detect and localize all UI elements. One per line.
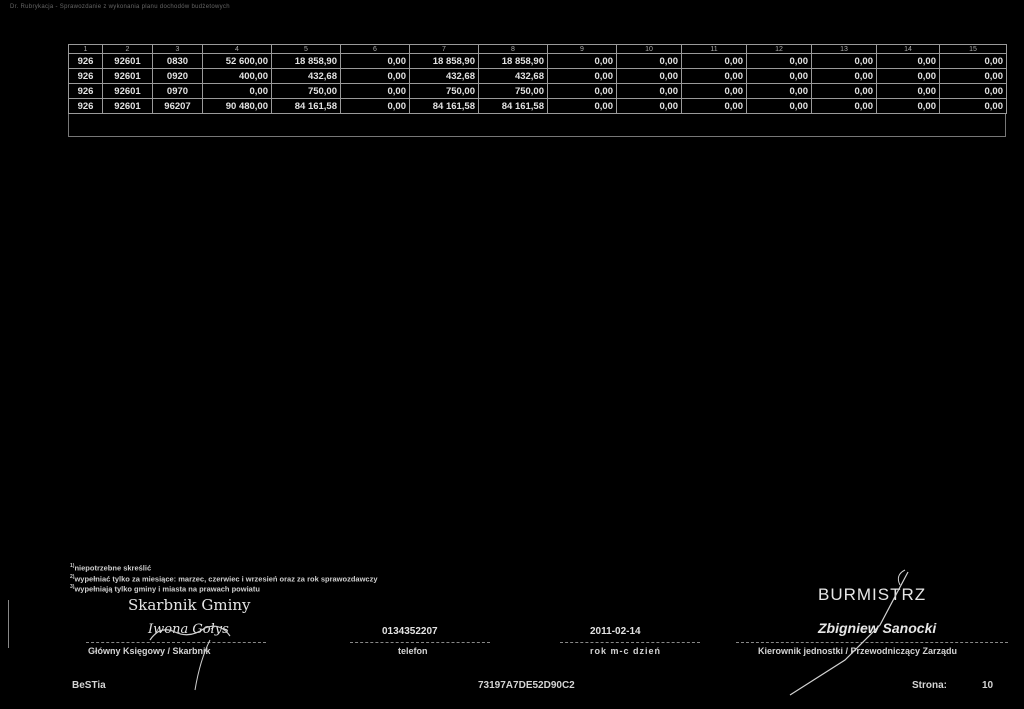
cell-value: 0,00 [682,84,747,99]
cell-value: 0,00 [940,99,1007,114]
cell-value: 0,00 [682,69,747,84]
col-num: 14 [877,45,940,54]
cell-value: 0,00 [682,99,747,114]
footnote-mark: 1) [70,563,75,569]
cell-dzial: 926 [69,99,103,114]
cell-value: 18 858,90 [272,54,341,69]
col-num: 4 [203,45,272,54]
cell-rozdzial: 92601 [103,99,153,114]
cell-value: 0,00 [682,54,747,69]
cell-value: 0,00 [548,54,617,69]
col-num: 5 [272,45,341,54]
cell-value: 0,00 [940,54,1007,69]
cell-value: 0,00 [341,69,410,84]
col-num: 6 [341,45,410,54]
cell-value: 0,00 [341,54,410,69]
cell-value: 432,68 [479,69,548,84]
footnote-mark: 3) [70,584,75,590]
cell-value: 0,00 [940,84,1007,99]
signature-stroke-skarbnik-tail [195,640,210,690]
cell-value: 400,00 [203,69,272,84]
signature-stroke-skarbnik [150,626,230,640]
cell-value: 52 600,00 [203,54,272,69]
cell-value: 750,00 [410,84,479,99]
cell-value: 0,00 [548,69,617,84]
cell-value: 0,00 [747,99,812,114]
skarbnik-stamp-name: Iwona Gołys [148,622,229,637]
col-num: 1 [69,45,103,54]
cell-value: 0,00 [940,69,1007,84]
date-value: 2011-02-14 [590,626,641,637]
cell-value: 0,00 [617,54,682,69]
col-num: 7 [410,45,479,54]
col-num: 15 [940,45,1007,54]
cell-value: 0,00 [812,54,877,69]
cell-paragraf: 0970 [153,84,203,99]
cell-value: 432,68 [410,69,479,84]
cell-dzial: 926 [69,69,103,84]
cell-rozdzial: 92601 [103,69,153,84]
date-label: rok m-c dzień [590,646,662,656]
col-num: 10 [617,45,682,54]
cell-paragraf: 96207 [153,99,203,114]
cell-value: 0,00 [877,99,940,114]
cell-value: 750,00 [272,84,341,99]
burmistrz-stamp-name: Zbigniew Sanocki [818,620,937,636]
cell-value: 84 161,58 [479,99,548,114]
cell-value: 432,68 [272,69,341,84]
signature-stroke-burmistrz [790,572,908,695]
cell-value: 0,00 [617,84,682,99]
cell-paragraf: 0830 [153,54,203,69]
col-num: 12 [747,45,812,54]
cell-value: 0,00 [617,69,682,84]
cell-value: 84 161,58 [410,99,479,114]
cell-value: 0,00 [341,84,410,99]
cell-value: 18 858,90 [479,54,548,69]
cell-rozdzial: 92601 [103,84,153,99]
footnote-mark: 2) [70,573,75,580]
cell-value: 0,00 [877,54,940,69]
cell-paragraf: 0920 [153,69,203,84]
cell-value: 0,00 [203,84,272,99]
header-text: Dr. Rubrykacja - Sprawozdanie z wykonania planu dochodów budżetowych [10,4,230,10]
cell-value: 0,00 [877,84,940,99]
cell-value: 0,00 [747,69,812,84]
burmistrz-label: Kierownik jednostki / Przewodniczący Zarządu [758,646,958,656]
cell-value: 0,00 [747,84,812,99]
cell-dzial: 926 [69,54,103,69]
footer-app: BeSTia [72,680,106,691]
cell-value: 0,00 [548,99,617,114]
col-num: 11 [682,45,747,54]
footnote: $^{1)}$niepotrzebne skreślić [70,563,152,573]
cell-value: 0,00 [812,84,877,99]
col-num: 2 [103,45,153,54]
col-num: 9 [548,45,617,54]
cell-value: 0,00 [617,99,682,114]
footer-code: 73197A7DE52D90C2 [478,680,575,691]
skarbnik-stamp-title: Skarbnik Gminy [128,596,251,614]
cell-value: 90 480,00 [203,99,272,114]
cell-rozdzial: 92601 [103,54,153,69]
skarbnik-label: Główny Księgowy / Skarbnik [88,646,211,656]
col-num: 3 [153,45,203,54]
cell-value: 0,00 [812,69,877,84]
cell-value: 84 161,58 [272,99,341,114]
cell-value: 18 858,90 [410,54,479,69]
cell-dzial: 926 [69,84,103,99]
phone-label: telefon [398,646,428,656]
cell-value: 0,00 [747,54,812,69]
cell-value: 0,00 [877,69,940,84]
col-num: 8 [479,45,548,54]
footer-page-number: 10 [982,680,994,691]
footer-page-label: Strona: [912,680,947,691]
cell-value: 0,00 [812,99,877,114]
phone-value: 0134352207 [382,626,438,637]
footnote: $^{3)}$wypełniają tylko gminy i miasta na prawach powiatu [70,584,260,594]
cell-value: 750,00 [479,84,548,99]
cell-value: 0,00 [548,84,617,99]
cell-value: 0,00 [341,99,410,114]
burmistrz-stamp-title: BURMISTRZ [818,585,927,604]
footnote: $^{2)}$wypełniać tylko za miesiące: marzec, czerwiec i wrzesień oraz za rok sprawozdawczy [70,573,378,583]
col-num: 13 [812,45,877,54]
